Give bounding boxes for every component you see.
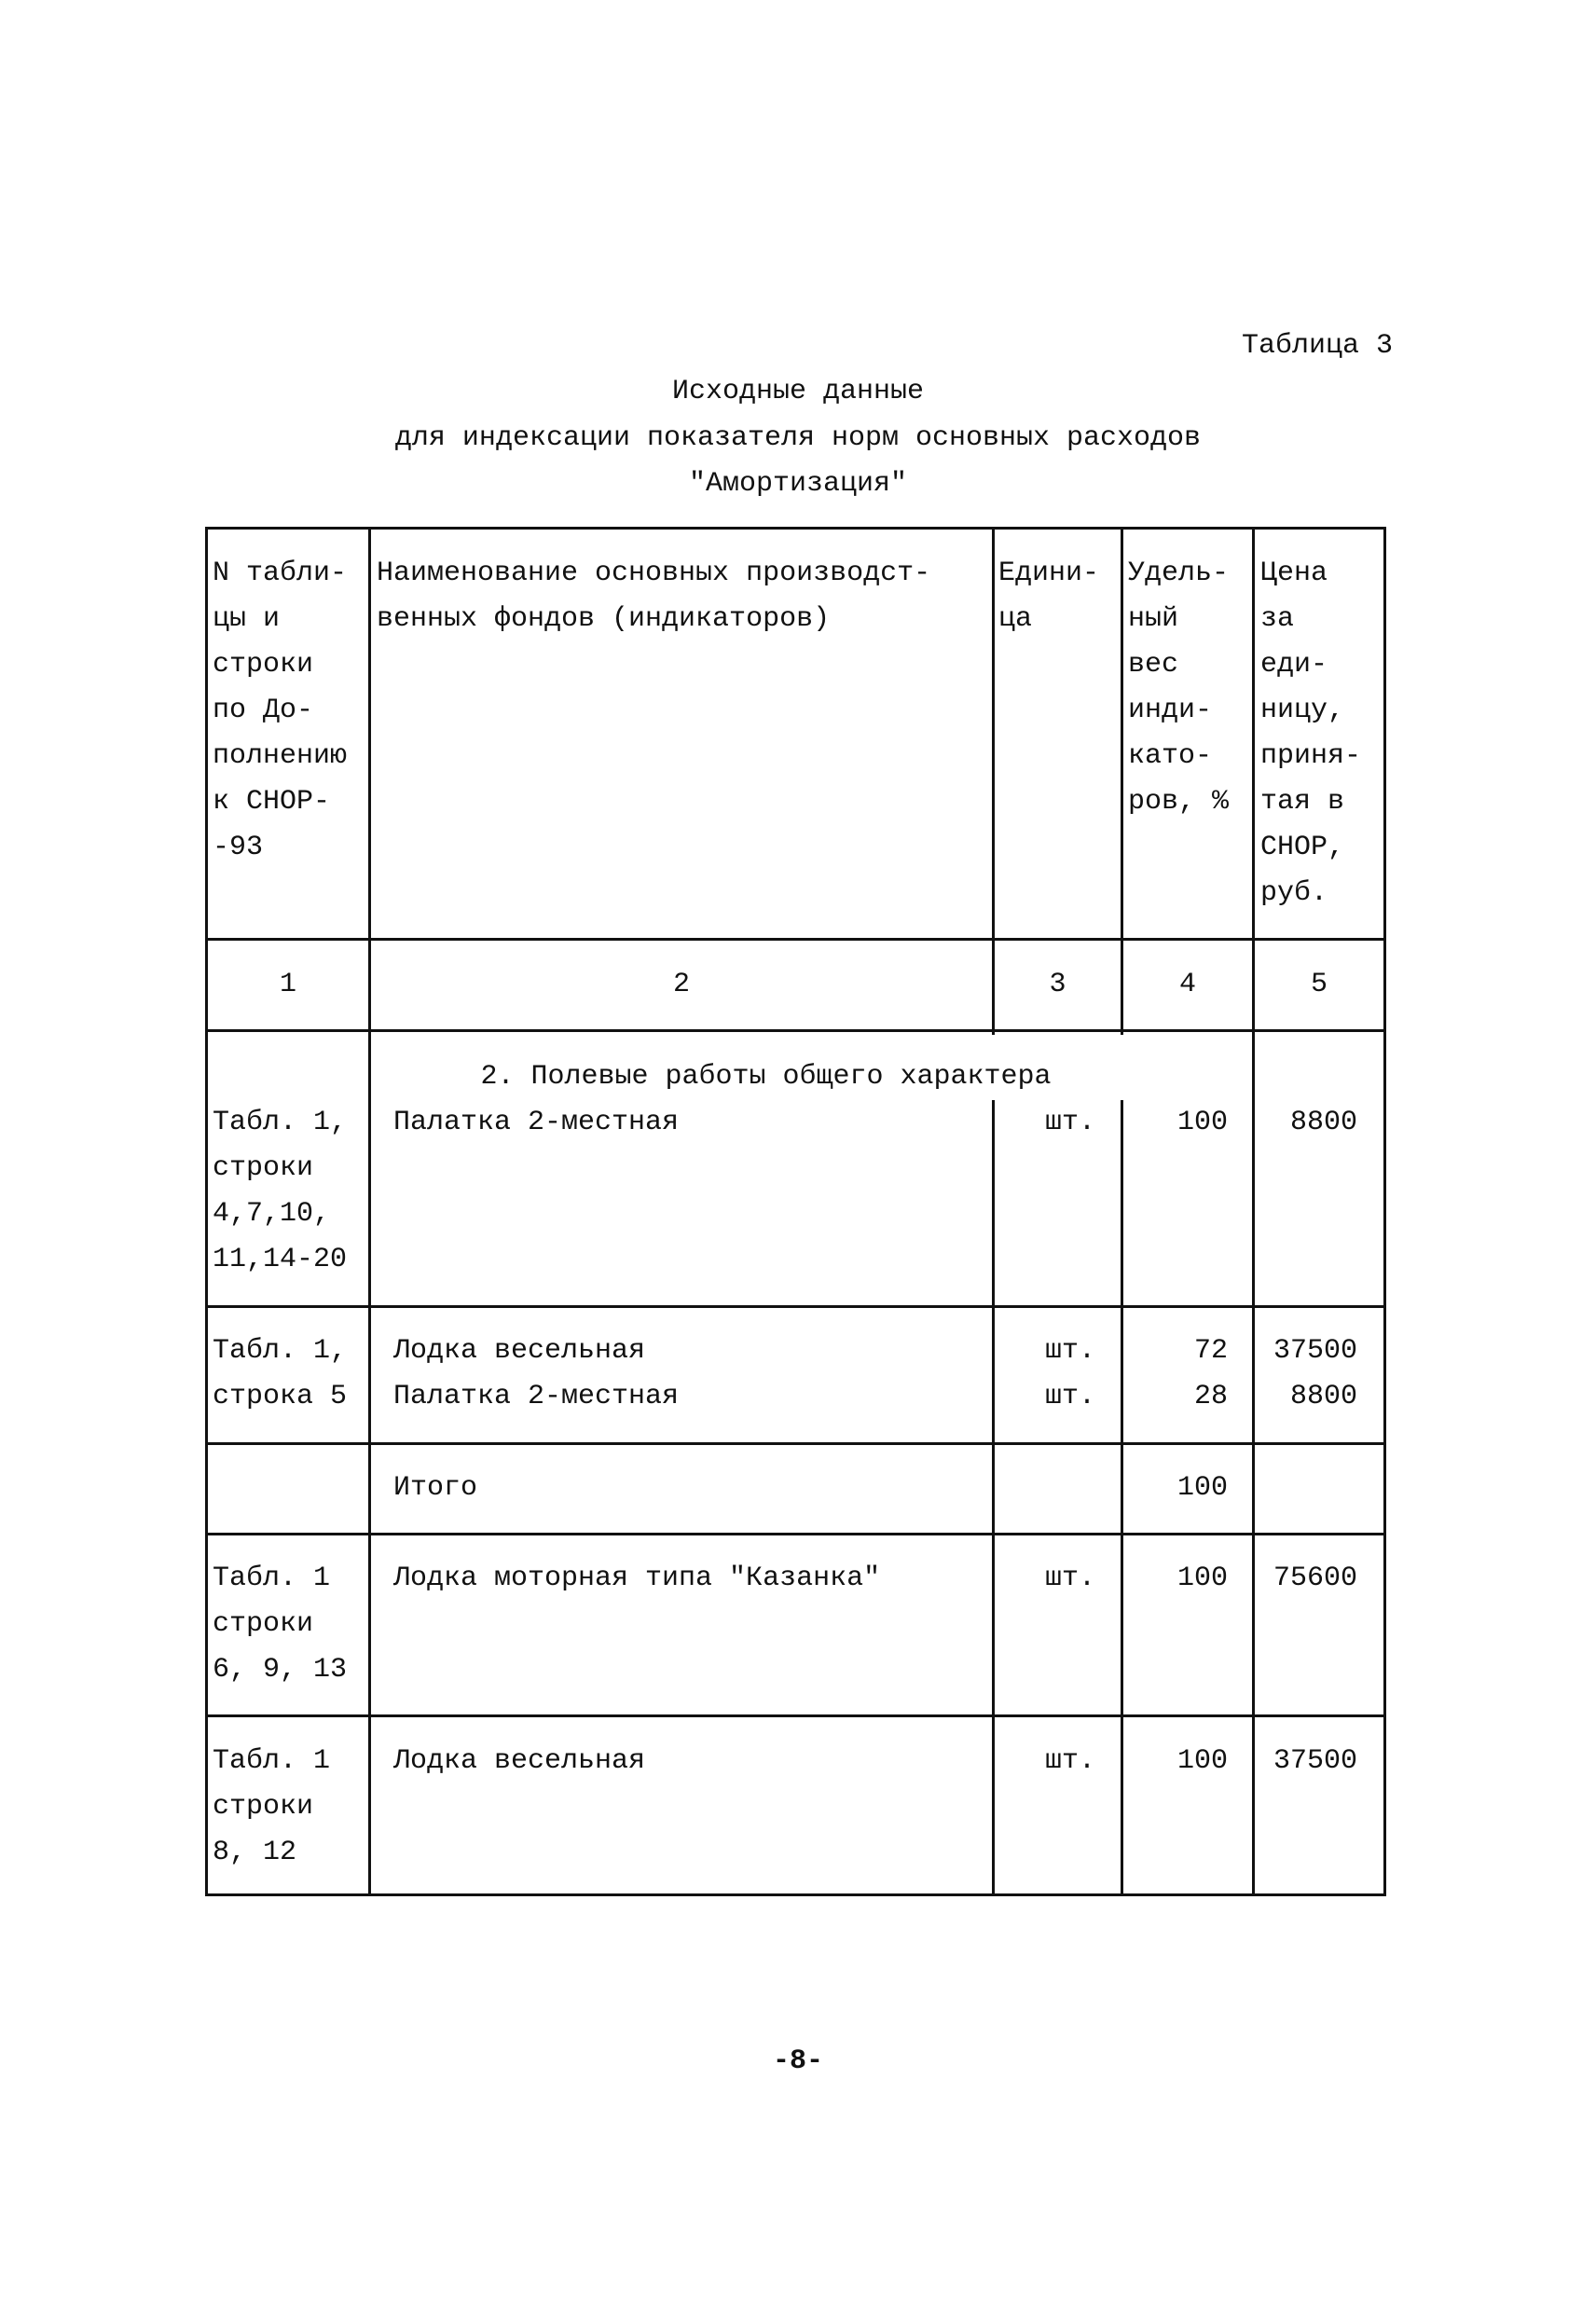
column-rule — [1252, 527, 1255, 1896]
column-number: 4 — [1178, 969, 1196, 1000]
row-weight: 100 — [1176, 1107, 1228, 1138]
column-number: 1 — [279, 969, 296, 1000]
column-rule — [368, 527, 371, 1896]
header-price: Цена за еди- ницу, приня- тая в СНОР, руб. — [1260, 558, 1362, 909]
row-name: Палатка 2-местная — [393, 1107, 680, 1138]
row-ref: Табл. 1 строки 6, 9, 13 — [213, 1563, 348, 1686]
row-unit: шт. — [1044, 1745, 1095, 1777]
column-number: 2 — [672, 969, 690, 1000]
table-rule — [205, 1714, 1386, 1717]
column-number: 3 — [1049, 969, 1066, 1000]
total-weight: 100 — [1176, 1472, 1228, 1504]
table-rule — [205, 1442, 1386, 1445]
section-title: 2. Полевые работы общего характера — [480, 1061, 1052, 1093]
row-name: Лодка моторная типа "Казанка" — [393, 1563, 881, 1594]
column-rule — [205, 527, 208, 1896]
row-name: Лодка весельная Палатка 2-местная — [393, 1335, 680, 1412]
page-number: -8- — [772, 2045, 823, 2077]
row-ref: Табл. 1, строка 5 — [213, 1335, 348, 1412]
header-name: Наименование основных производст- венных фондов (индикаторов) — [377, 558, 931, 635]
header-weight: Удель- ный вес инди- като- ров, % — [1128, 558, 1230, 818]
table-rule — [205, 527, 1386, 530]
column-number: 5 — [1310, 969, 1328, 1000]
table-rule — [205, 938, 1386, 941]
row-weight: 100 — [1176, 1745, 1228, 1777]
table-title-line-2: для индексации показателя норм основных расходов — [394, 422, 1202, 454]
row-unit: шт. шт. — [1044, 1335, 1095, 1412]
table-rule — [205, 1029, 1386, 1032]
header-unit: Едини- ца — [998, 558, 1100, 635]
row-unit: шт. — [1044, 1107, 1095, 1138]
row-price: 37500 8800 — [1273, 1335, 1357, 1412]
column-rule — [992, 527, 995, 1035]
total-label: Итого — [393, 1472, 478, 1504]
header-table-ref: N табли- цы и строки по До- полнению к СНОР- -93 — [213, 558, 348, 863]
row-price: 8800 — [1289, 1107, 1357, 1138]
table-rule — [205, 1305, 1386, 1308]
row-name: Лодка весельная — [393, 1745, 646, 1777]
row-price: 75600 — [1273, 1563, 1357, 1594]
column-rule — [1121, 527, 1123, 1035]
table-title-line-3: "Амортизация" — [688, 468, 908, 500]
row-unit: шт. — [1044, 1563, 1095, 1594]
table-title-line-1: Исходные данные — [671, 376, 925, 407]
row-ref: Табл. 1 строки 8, 12 — [213, 1745, 331, 1868]
row-price: 37500 — [1273, 1745, 1357, 1777]
table-rule — [205, 1533, 1386, 1535]
column-rule — [1383, 527, 1386, 1896]
row-weight: 72 28 — [1193, 1335, 1228, 1412]
table-rule — [205, 1893, 1386, 1896]
row-weight: 100 — [1176, 1563, 1228, 1594]
row-ref: Табл. 1, строки 4,7,10, 11,14-20 — [213, 1107, 348, 1275]
table-label: Таблица 3 — [1241, 330, 1393, 362]
